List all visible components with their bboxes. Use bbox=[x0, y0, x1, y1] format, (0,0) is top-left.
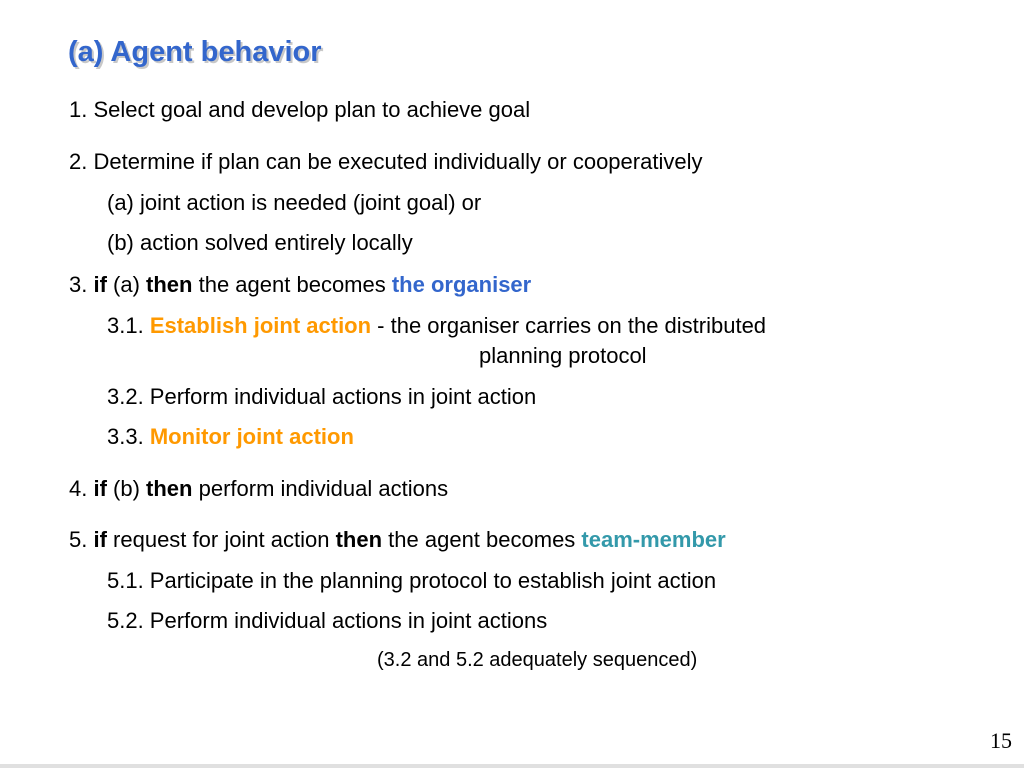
slide-title: (a) Agent behavior bbox=[68, 36, 322, 68]
item-4 bbox=[69, 475, 448, 503]
item-2a: (a) joint action is needed (joint goal) or bbox=[107, 190, 482, 215]
item-5-1: 5.1. Participate in the planning protocol to establish joint action bbox=[107, 568, 717, 593]
item-3 bbox=[69, 271, 531, 299]
item-5-role: team-member bbox=[581, 527, 726, 552]
item-3-3-num: 3.3. bbox=[107, 424, 150, 449]
item-4-num: 4. bbox=[69, 476, 94, 501]
item-2b: (b) action solved entirely locally bbox=[107, 230, 413, 255]
sequencing-note: (3.2 and 5.2 adequately sequenced) bbox=[377, 649, 698, 671]
item-3-2: 3.2. Perform individual actions in joint action bbox=[107, 384, 537, 409]
item-3-1-num: 3.1. bbox=[107, 313, 150, 338]
item-4-cond: (b) bbox=[106, 476, 147, 501]
item-3-cond: (a) bbox=[106, 272, 147, 297]
item-3-1-text: - the organiser carries on the distributed bbox=[371, 313, 767, 338]
item-5-if: if bbox=[93, 527, 107, 552]
item-4-if: if bbox=[93, 476, 107, 501]
item-5 bbox=[69, 526, 726, 554]
item-3-num: 3. bbox=[69, 272, 94, 297]
item-1: 1. Select goal and develop plan to achieve goal bbox=[69, 97, 531, 122]
item-3-3-highlight: Monitor joint action bbox=[149, 424, 354, 449]
item-5-text: the agent becomes bbox=[382, 527, 582, 552]
item-5-cond: request for joint action bbox=[106, 527, 336, 552]
item-3-3 bbox=[107, 423, 354, 451]
item-3-1 bbox=[107, 312, 766, 340]
item-4-text: perform individual actions bbox=[192, 476, 449, 501]
bottom-divider bbox=[0, 764, 1024, 768]
item-5-then: then bbox=[335, 527, 383, 552]
item-3-1-highlight: Establish joint action bbox=[149, 313, 372, 338]
page-number: 15 bbox=[990, 728, 1012, 753]
item-5-num: 5. bbox=[69, 527, 94, 552]
item-2: 2. Determine if plan can be executed individually or cooperatively bbox=[69, 149, 703, 174]
item-3-then: then bbox=[146, 272, 193, 297]
item-3-role: the organiser bbox=[391, 272, 532, 297]
item-4-then: then bbox=[146, 476, 193, 501]
item-3-if: if bbox=[93, 272, 107, 297]
item-3-1-continuation: planning protocol bbox=[479, 343, 647, 368]
item-3-text: the agent becomes bbox=[192, 272, 392, 297]
item-5-2: 5.2. Perform individual actions in joint actions bbox=[107, 608, 548, 633]
